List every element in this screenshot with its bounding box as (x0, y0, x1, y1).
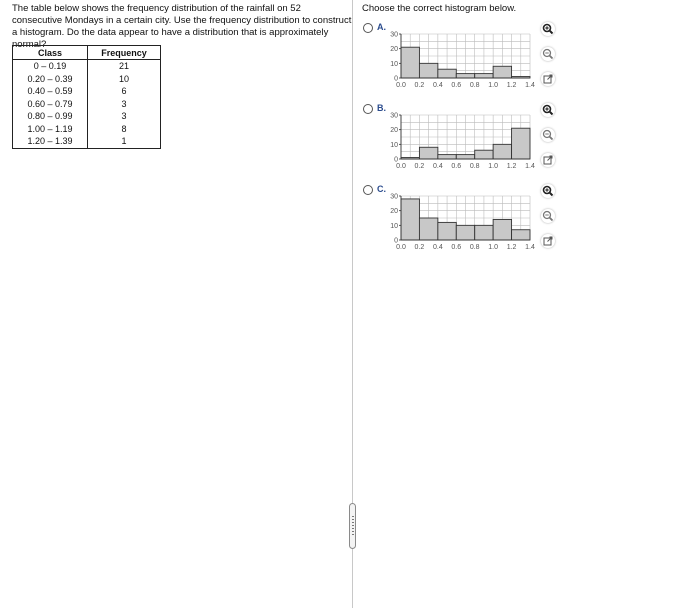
x-tick-label: 1.4 (525, 163, 535, 170)
question-text: The table below shows the frequency distribution of the rainfall on 52 consecutive Mondays in a certain city. Use the frequency distribution to construct a histogram. Do the data appear to have a distribution that is approximately normal? (12, 3, 352, 50)
zoom-out-icon (541, 128, 555, 142)
zoom-out-icon (541, 209, 555, 223)
histogram-bar (512, 128, 530, 159)
table-row (13, 60, 161, 73)
y-tick-label: 0 (394, 75, 398, 83)
histogram-c (385, 189, 545, 255)
option-b-letter: B. (377, 103, 386, 113)
table-row (13, 85, 161, 98)
frequency-cell: 1 (121, 136, 127, 147)
histogram-bar (512, 230, 530, 240)
histogram-bar (438, 155, 456, 159)
zoom-out-icon (541, 47, 555, 61)
option-a-letter: A. (377, 22, 386, 32)
y-tick-label: 10 (390, 222, 398, 230)
class-cell: 0.40 – 0.59 (13, 85, 88, 98)
class-cell: 0.60 – 0.79 (13, 98, 88, 111)
option-b-radio[interactable] (363, 104, 373, 114)
class-cell: 0.20 – 0.39 (13, 73, 88, 86)
frequency-cell: 10 (118, 73, 129, 84)
frequency-table (12, 45, 161, 149)
table-row (13, 135, 161, 148)
answer-pane (353, 0, 700, 608)
y-tick-label: 30 (390, 112, 398, 120)
option-a-radio[interactable] (363, 23, 373, 33)
y-tick-label: 0 (394, 237, 398, 245)
histogram-bar (456, 155, 474, 159)
class-cell: 0 – 0.19 (13, 60, 88, 73)
histogram-bar (438, 69, 456, 78)
open-external-button[interactable] (541, 153, 555, 167)
x-tick-label: 1.2 (506, 82, 517, 89)
x-tick-label: 1.0 (488, 163, 499, 170)
frequency-cell: 6 (121, 86, 127, 97)
histogram-a (385, 27, 545, 93)
x-tick-label: 1.0 (488, 244, 499, 251)
zoom-out-button[interactable] (541, 209, 555, 223)
y-tick-label: 20 (390, 127, 398, 135)
y-tick-label: 10 (390, 141, 398, 149)
histogram-bar (475, 150, 493, 159)
option-c[interactable] (363, 184, 693, 264)
zoom-in-button[interactable] (541, 22, 555, 36)
open-external-button[interactable] (541, 234, 555, 248)
x-tick-label: 0.0 (396, 244, 406, 251)
x-tick-label: 0.8 (469, 82, 480, 89)
class-header: Class (13, 46, 88, 60)
frequency-cell: 3 (121, 111, 127, 122)
histogram-bar (419, 147, 437, 159)
table-row (13, 123, 161, 136)
histogram-bar (475, 225, 493, 240)
frequency-cell: 21 (118, 61, 129, 72)
x-tick-label: 0.8 (469, 163, 480, 170)
y-tick-label: 30 (390, 193, 398, 201)
option-c-radio[interactable] (363, 185, 373, 195)
answer-prompt: Choose the correct histogram below. (362, 3, 517, 14)
option-a[interactable] (363, 22, 693, 102)
zoom-in-icon (541, 103, 555, 117)
histogram-bar (475, 74, 493, 78)
open-external-icon (541, 72, 555, 86)
zoom-out-button[interactable] (541, 128, 555, 142)
histogram-b (385, 108, 545, 174)
x-tick-label: 1.4 (525, 244, 535, 251)
x-tick-label: 1.2 (506, 244, 517, 251)
histogram-bar (401, 47, 419, 78)
zoom-in-icon (541, 22, 555, 36)
y-tick-label: 0 (394, 156, 398, 164)
histogram-bar (419, 63, 437, 78)
x-tick-label: 0.6 (451, 244, 462, 251)
histogram-bar (493, 219, 511, 240)
x-tick-label: 0.4 (432, 163, 443, 170)
x-tick-label: 1.0 (488, 82, 499, 89)
open-external-button[interactable] (541, 72, 555, 86)
x-tick-label: 0.2 (414, 82, 425, 89)
zoom-in-button[interactable] (541, 103, 555, 117)
x-tick-label: 0.4 (432, 82, 443, 89)
y-tick-label: 20 (390, 46, 398, 54)
class-cell: 0.80 – 0.99 (13, 110, 88, 123)
x-tick-label: 0.0 (396, 82, 406, 89)
x-tick-label: 0.6 (451, 82, 462, 89)
histogram-bar (456, 74, 474, 78)
open-external-icon (541, 153, 555, 167)
x-tick-label: 1.4 (525, 82, 535, 89)
x-tick-label: 0.0 (396, 163, 406, 170)
y-tick-label: 20 (390, 208, 398, 216)
frequency-cell: 8 (121, 123, 127, 134)
option-c-letter: C. (377, 184, 386, 194)
x-tick-label: 0.8 (469, 244, 480, 251)
histogram-bar (493, 144, 511, 159)
histogram-bar (493, 66, 511, 78)
histogram-bar (401, 199, 419, 240)
x-tick-label: 0.4 (432, 244, 443, 251)
y-tick-label: 30 (390, 31, 398, 39)
table-row (13, 98, 161, 111)
histogram-bar (438, 222, 456, 240)
table-row (13, 73, 161, 86)
class-cell: 1.00 – 1.19 (13, 123, 88, 136)
option-b[interactable] (363, 103, 693, 183)
frequency-header: Frequency (88, 46, 161, 60)
x-tick-label: 0.2 (414, 163, 425, 170)
table-header-row (13, 46, 161, 60)
zoom-in-button[interactable] (541, 184, 555, 198)
open-external-icon (541, 234, 555, 248)
histogram-bar (419, 218, 437, 240)
zoom-out-button[interactable] (541, 47, 555, 61)
table-row (13, 110, 161, 123)
class-cell: 1.20 – 1.39 (13, 135, 88, 148)
x-tick-label: 1.2 (506, 163, 517, 170)
x-tick-label: 0.6 (451, 163, 462, 170)
frequency-cell: 3 (121, 98, 127, 109)
zoom-in-icon (541, 184, 555, 198)
y-tick-label: 10 (390, 60, 398, 68)
x-tick-label: 0.2 (414, 244, 425, 251)
histogram-bar (456, 225, 474, 240)
